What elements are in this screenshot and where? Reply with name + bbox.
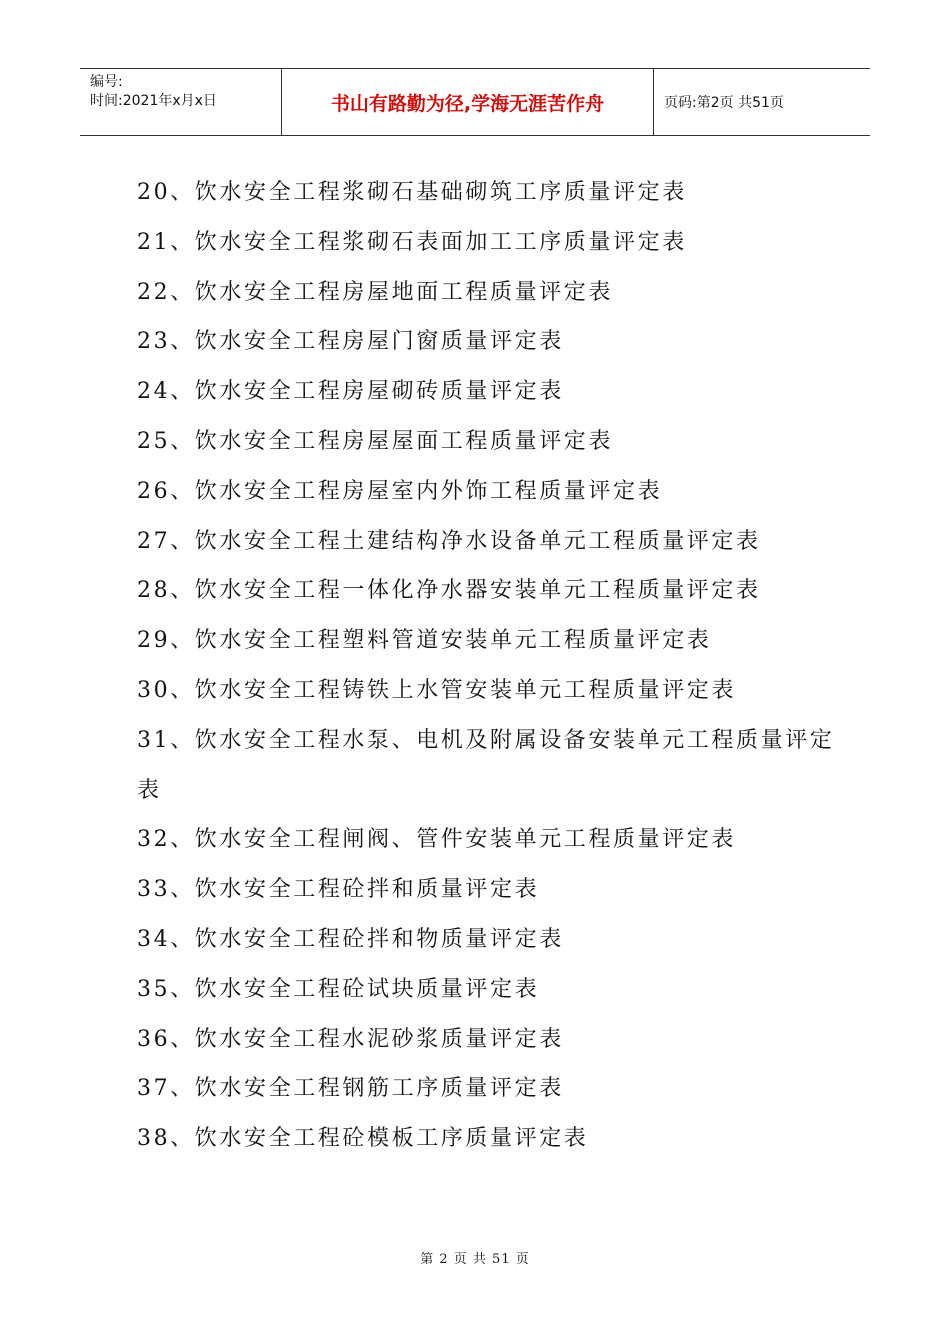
list-item: 38、饮水安全工程砼模板工序质量评定表 (137, 1126, 589, 1152)
list-item: 32、饮水安全工程闸阀、管件安装单元工程质量评定表 (137, 827, 736, 853)
page-footer: 第 2 页 共 51 页 (420, 1252, 530, 1267)
list-item: 23、饮水安全工程房屋门窗质量评定表 (137, 329, 564, 355)
list-item: 22、饮水安全工程房屋地面工程质量评定表 (137, 279, 613, 305)
list-item: 36、饮水安全工程水泥砂浆质量评定表 (137, 1026, 564, 1052)
list-item: 24、饮水安全工程房屋砌砖质量评定表 (137, 379, 564, 405)
time-label: 时间:2021年x月x日 (90, 93, 217, 109)
item-list (137, 168, 837, 1164)
header-page-info: 页码:第2页 共51页 (664, 95, 784, 111)
header-meta (80, 69, 282, 135)
list-item: 28、饮水安全工程一体化净水器安装单元工程质量评定表 (137, 578, 761, 604)
list-item: 21、饮水安全工程浆砌石表面加工工序质量评定表 (137, 229, 687, 255)
list-item: 26、饮水安全工程房屋室内外饰工程质量评定表 (137, 478, 663, 504)
list-item: 30、饮水安全工程铸铁上水管安装单元工程质量评定表 (137, 677, 736, 703)
list-item: 31、饮水安全工程水泵、电机及附属设备安装单元工程质量评定表 (137, 727, 835, 803)
list-item: 25、饮水安全工程房屋屋面工程质量评定表 (137, 428, 613, 454)
list-item: 37、饮水安全工程钢筋工序质量评定表 (137, 1076, 564, 1102)
list-item: 33、饮水安全工程砼拌和质量评定表 (137, 877, 540, 903)
list-item: 34、饮水安全工程砼拌和物质量评定表 (137, 926, 564, 952)
header-motto: 书山有路勤为径,学海无涯苦作舟 (282, 69, 654, 135)
list-item: 35、饮水安全工程砼试块质量评定表 (137, 976, 540, 1002)
list-item: 27、饮水安全工程土建结构净水设备单元工程质量评定表 (137, 528, 761, 554)
page-header (80, 68, 870, 136)
number-label: 编号: (90, 74, 123, 90)
list-item: 29、饮水安全工程塑料管道安装单元工程质量评定表 (137, 628, 712, 654)
list-item: 20、饮水安全工程浆砌石基础砌筑工序质量评定表 (137, 180, 687, 205)
